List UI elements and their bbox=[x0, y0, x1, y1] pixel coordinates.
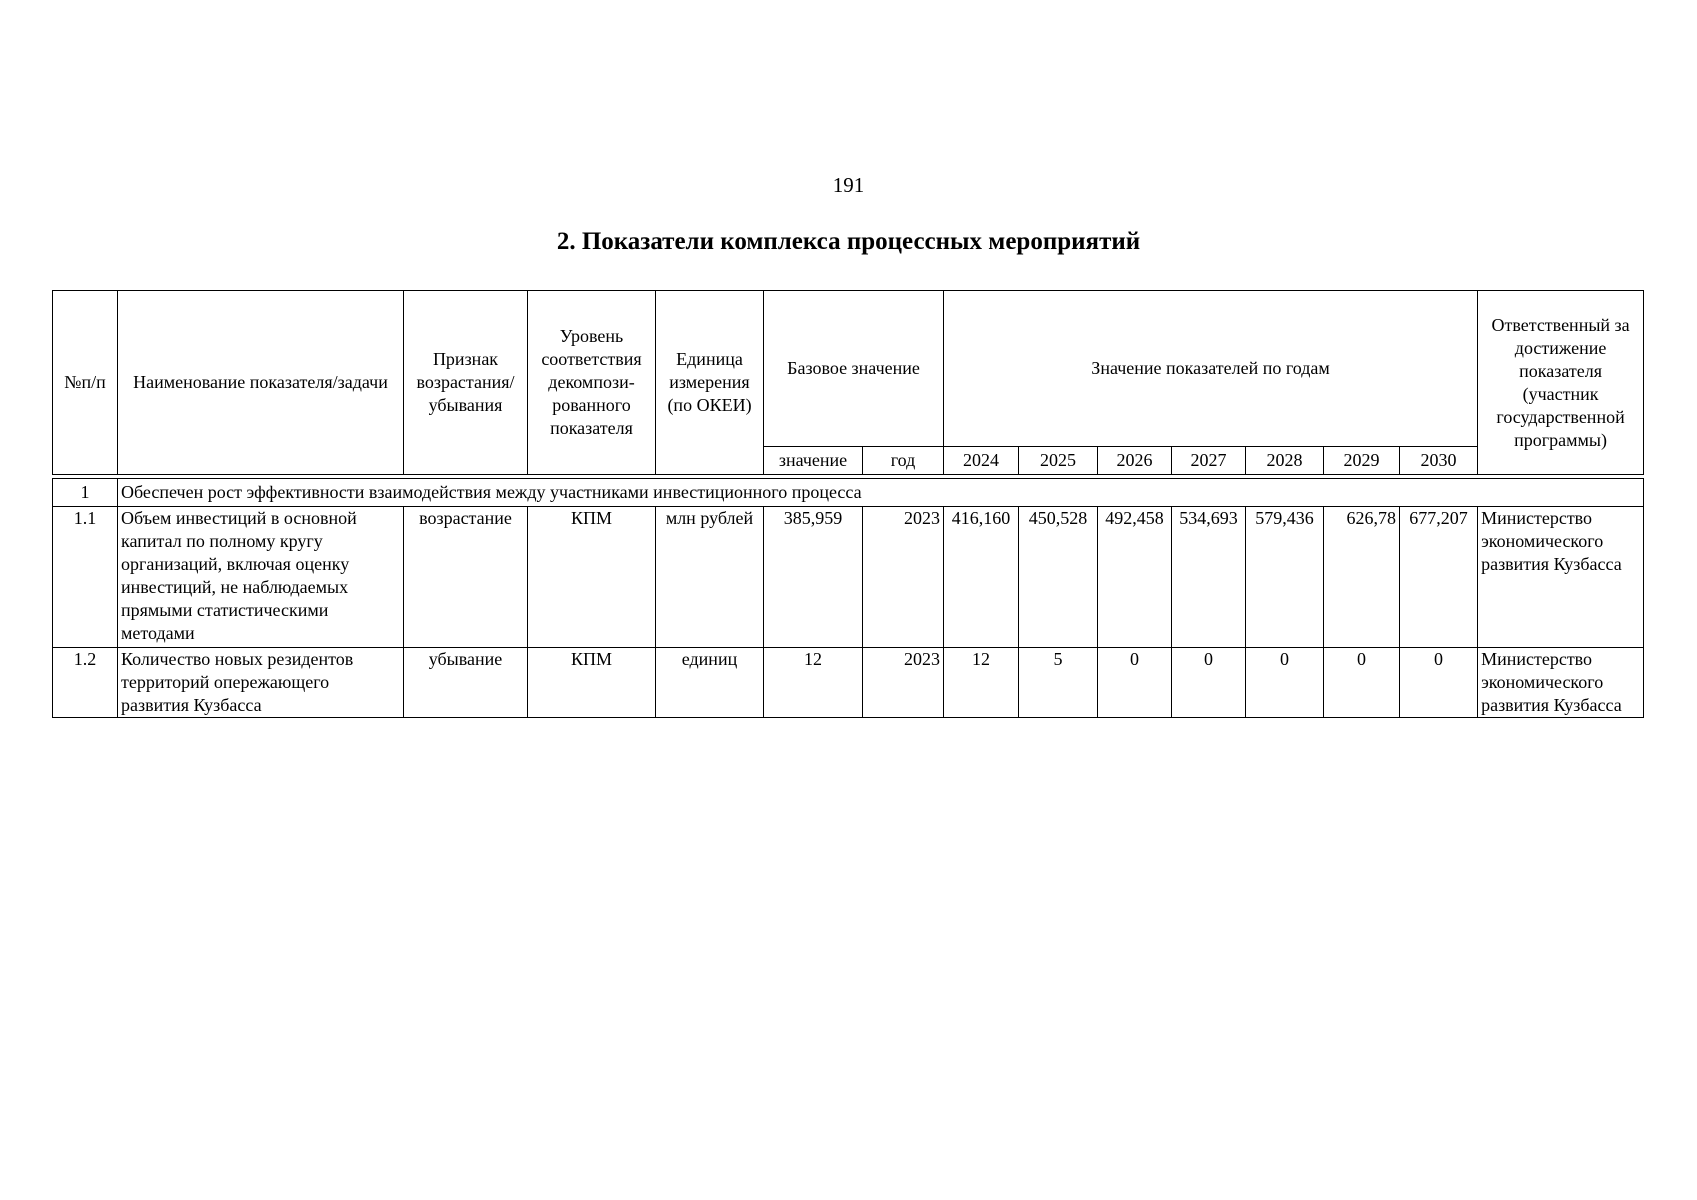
row-value-2025: 450,528 bbox=[1019, 507, 1098, 648]
row-value-2030: 677,207 bbox=[1400, 507, 1478, 648]
row-num: 1.1 bbox=[53, 507, 118, 648]
header-year-2024: 2024 bbox=[944, 447, 1019, 475]
task-text: Обеспечен рост эффективности взаимодействия между участниками инвестиционного процесса bbox=[118, 479, 1644, 507]
header-name: Наименование показателя/задачи bbox=[118, 291, 404, 475]
table-row bbox=[53, 648, 1644, 718]
header-base-value: значение bbox=[764, 447, 863, 475]
header-year-2030: 2030 bbox=[1400, 447, 1478, 475]
row-trend: убывание bbox=[404, 648, 528, 718]
header-unit: Единица измерения (по ОКЕИ) bbox=[656, 291, 764, 475]
row-name: Количество новых резидентов территорий опережающего развития Кузбасса bbox=[118, 648, 404, 718]
header-level: Уровень соответствия декомпози- рованного показателя bbox=[528, 291, 656, 475]
row-responsible: Министерство экономического развития Кузбасса bbox=[1478, 648, 1644, 718]
row-base-value: 385,959 bbox=[764, 507, 863, 648]
row-responsible: Министерство экономического развития Кузбасса bbox=[1478, 507, 1644, 648]
task-row bbox=[53, 479, 1644, 507]
header-num: №п/п bbox=[53, 291, 118, 475]
indicators-table bbox=[52, 290, 1644, 718]
row-value-2029: 0 bbox=[1324, 648, 1400, 718]
header-base-year: год bbox=[863, 447, 944, 475]
table-row bbox=[53, 507, 1644, 648]
header-year-2028: 2028 bbox=[1246, 447, 1324, 475]
header-base: Базовое значение bbox=[764, 291, 944, 447]
header-year-2025: 2025 bbox=[1019, 447, 1098, 475]
task-num: 1 bbox=[53, 479, 118, 507]
header-trend: Признак возрастания/ убывания bbox=[404, 291, 528, 475]
header-year-2029: 2029 bbox=[1324, 447, 1400, 475]
row-value-2027: 0 bbox=[1172, 648, 1246, 718]
header-year-2027: 2027 bbox=[1172, 447, 1246, 475]
header-responsible: Ответственный за достижение показателя (участник государственной программы) bbox=[1478, 291, 1644, 475]
row-value-2028: 579,436 bbox=[1246, 507, 1324, 648]
row-trend: возрастание bbox=[404, 507, 528, 648]
row-value-2024: 12 bbox=[944, 648, 1019, 718]
row-base-value: 12 bbox=[764, 648, 863, 718]
row-num: 1.2 bbox=[53, 648, 118, 718]
row-value-2028: 0 bbox=[1246, 648, 1324, 718]
section-title: 2. Показатели комплекса процессных мероприятий bbox=[556, 228, 1141, 255]
row-unit: единиц bbox=[656, 648, 764, 718]
row-value-2025: 5 bbox=[1019, 648, 1098, 718]
row-base-year: 2023 bbox=[863, 648, 944, 718]
row-value-2030: 0 bbox=[1400, 648, 1478, 718]
row-level: КПМ bbox=[528, 507, 656, 648]
row-value-2029: 626,78 bbox=[1324, 507, 1400, 648]
row-base-year: 2023 bbox=[863, 507, 944, 648]
header-year-2026: 2026 bbox=[1098, 447, 1172, 475]
row-value-2026: 492,458 bbox=[1098, 507, 1172, 648]
row-value-2024: 416,160 bbox=[944, 507, 1019, 648]
page-number: 191 bbox=[832, 173, 865, 197]
row-level: КПМ bbox=[528, 648, 656, 718]
row-value-2027: 534,693 bbox=[1172, 507, 1246, 648]
row-value-2026: 0 bbox=[1098, 648, 1172, 718]
row-unit: млн рублей bbox=[656, 507, 764, 648]
header-by-years: Значение показателей по годам bbox=[944, 291, 1478, 447]
row-name: Объем инвестиций в основной капитал по полному кругу организаций, включая оценку инвестиций, не наблюдаемых прямыми статистическими методами bbox=[118, 507, 404, 648]
